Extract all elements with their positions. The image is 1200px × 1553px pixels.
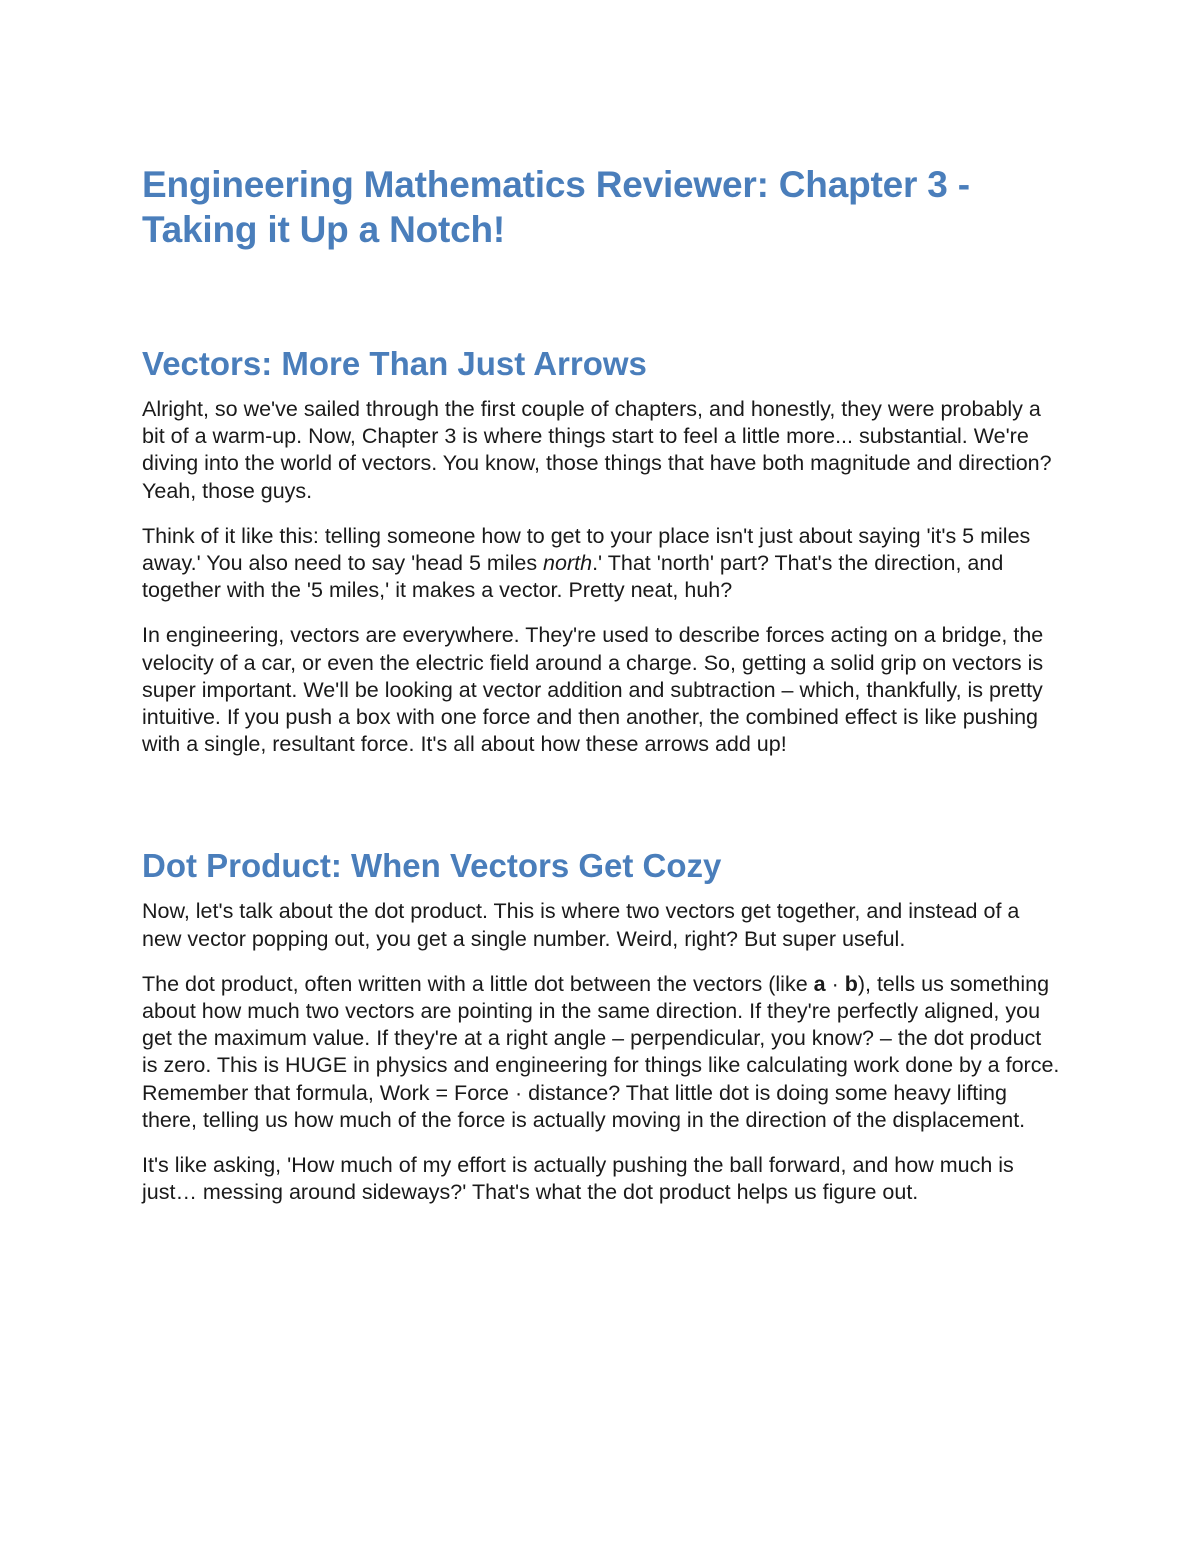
vector-symbol-b: b — [844, 971, 858, 996]
document-body — [142, 162, 1062, 1206]
section-heading-vectors: Vectors: More Than Just Arrows — [142, 345, 647, 382]
emphasis-text: north — [543, 551, 593, 576]
paragraph: Now, let's talk about the dot product. This is where two vectors get together, and instead of a new vector popping out, you get a single number. Weird, right? But super useful. — [142, 899, 1020, 951]
section-heading-dot-product: Dot Product: When Vectors Get Cozy — [142, 847, 722, 885]
paragraph: It's like asking, 'How much of my effort is actually pushing the ball forward, and how much is just… messing around sideways?' That's what the dot product helps us figure out. — [142, 1153, 1014, 1205]
paragraph: Alright, so we've sailed through the first couple of chapters, and honestly, they were probably a bit of a warm-up. Now, Chapter 3 is where things start to feel a little more... substantial. We're diving into the world of vectors. You know, those things that have both magnitude and direction? Yeah, those guys. — [142, 397, 1052, 503]
dot-operator: · — [825, 971, 845, 996]
paragraph-text: Think of it like this: telling someone how to get to your place isn't just about saying 'it's 5 miles away.' You also need to say 'head 5 miles — [142, 523, 1031, 576]
paragraph: In engineering, vectors are everywhere. They're used to describe forces acting on a bridge, the velocity of a car, or even the electric field around a charge. So, getting a solid grip on vectors is super important. We'll be looking at vector addition and subtraction – which, thankfully, is pretty intuitive. If you push a box with one force and then another, the combined effect is like pushing with a single, resultant force. It's all about how these arrows add up! — [142, 623, 1044, 757]
paragraph — [142, 971, 1062, 1134]
paragraph-text: ), tells us something about how much two vectors are pointing in the same direction. If they're perfectly aligned, you get the maximum value. If they're at a right angle – perpendicular, you know? – the dot product is zero. This is HUGE in physics and engineering for things like calculating work done by a force. Remember that formula, Work = Force · distance? That little dot is doing some heavy lifting there, telling us how much of the force is actually moving in the direction of the displacement. — [142, 971, 1060, 1132]
paragraph-text: The dot product, often written with a little dot between the vectors (like — [142, 971, 814, 996]
document-title: Engineering Mathematics Reviewer: Chapter 3 - Taking it Up a Notch! — [142, 164, 970, 250]
vector-symbol-a: a — [813, 971, 826, 996]
paragraph-text: .' That 'north' part? That's the direction, and together with the '5 miles,' it makes a vector. Pretty neat, huh? — [142, 551, 1004, 603]
paragraph — [142, 523, 1062, 605]
